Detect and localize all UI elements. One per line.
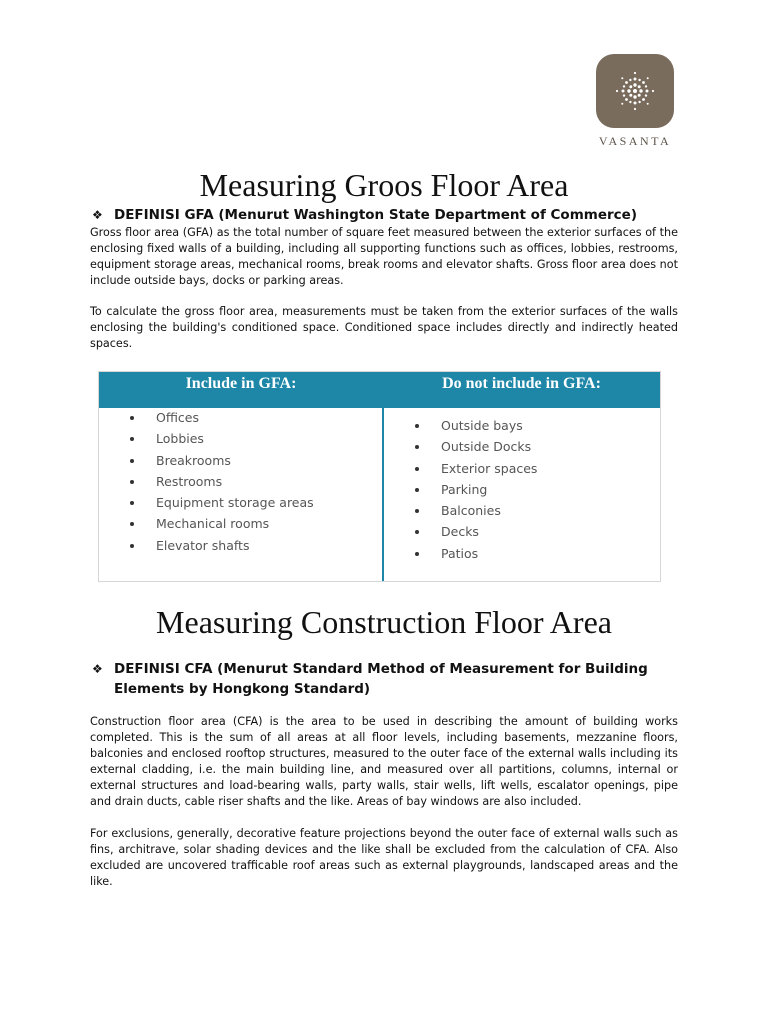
exclude-list-item-label: Patios — [441, 545, 479, 561]
exclude-list-item — [415, 436, 537, 457]
include-list — [130, 407, 314, 556]
bullet-dot-icon — [130, 416, 134, 420]
exclude-list-item — [415, 415, 537, 436]
diamond-bullet-icon: ❖ — [92, 208, 103, 222]
exclude-list-item-label: Outside bays — [441, 418, 523, 433]
bullet-dot-icon — [415, 530, 419, 534]
exclude-list-item-label: Outside Docks — [441, 439, 532, 455]
exclude-list-item — [415, 458, 537, 479]
include-list-item-label: Equipment storage areas — [156, 495, 314, 511]
bullet-dot-icon — [415, 424, 419, 428]
cfa-title: Measuring Construction Floor Area — [156, 604, 612, 640]
gfa-table-header — [99, 372, 660, 408]
exclude-list-item — [415, 500, 537, 521]
exclude-list-item-label: Decks — [441, 524, 479, 540]
brand-logo — [594, 54, 676, 149]
exclude-list-item — [415, 479, 537, 500]
bullet-dot-icon — [415, 445, 419, 449]
include-list-item-label: Breakrooms — [156, 452, 231, 468]
bullet-dot-icon — [130, 480, 134, 484]
gfa-title: Measuring Groos Floor Area — [199, 167, 569, 203]
bullet-dot-icon — [415, 552, 419, 556]
gfa-table — [98, 371, 661, 582]
include-list-item-label: Offices — [156, 410, 199, 425]
exclude-list-item-label: Exterior spaces — [441, 460, 538, 476]
gfa-paragraph-1: Gross floor area (GFA) as the total number of square feet measured between the exterior surfaces of the enclosing fixed walls of a building, including all supporting functions such as offices, lobbies, restrooms, equipment storage areas, mechanical rooms, break rooms and elevator shafts. Gross floor area does not include outside bays, docks or parking areas. — [90, 226, 678, 287]
bullet-dot-icon — [415, 509, 419, 513]
cfa-paragraph-1: Construction floor area (CFA) is the area to be used in describing the amount of building works completed. This is the sum of all areas at all floor levels, including basements, mezzanine floors, balconies and enclosed rooftop structures, measured to the outer face of the external walls including its external cladding, i.e. the main building line, and measured over all partitions, columns, internal or external structures and load-bearing walls, party walls, stair wells, lift wells, escalator openings, pipe and drain ducts, cable riser shafts and the like. Areas of bay windows are also included. — [90, 715, 678, 808]
exclude-list-item-label: Parking — [441, 481, 488, 497]
exclude-list — [415, 415, 537, 564]
exclude-list-item — [415, 521, 537, 542]
exclude-list-item-label: Balconies — [441, 503, 501, 519]
bullet-dot-icon — [130, 459, 134, 463]
include-list-item — [130, 492, 314, 513]
cfa-definition-text: DEFINISI CFA (Menurut Standard Method of Measurement for Building Elements by Hongkong Standard) — [114, 661, 648, 697]
table-divider — [382, 372, 384, 581]
vasanta-flower-icon — [596, 54, 674, 128]
include-list-item — [130, 428, 314, 449]
bullet-dot-icon — [415, 467, 419, 471]
bullet-dot-icon — [130, 437, 134, 441]
gfa-definition-text: DEFINISI GFA (Menurut Washington State Department of Commerce) — [114, 207, 637, 223]
include-list-item-label: Elevator shafts — [156, 537, 250, 553]
brand-name: VASANTA — [598, 134, 672, 148]
diamond-bullet-icon: ❖ — [92, 662, 103, 676]
include-list-item — [130, 407, 314, 428]
include-list-item-label: Restrooms — [156, 473, 223, 489]
cfa-paragraph-2: For exclusions, generally, decorative feature projections beyond the outer face of external walls such as fins, architrave, solar shading devices and the like shall be excluded from the calculation of CFA. Also excluded are uncovered trafficable roof areas such as external playgrounds, landscaped areas and the like. — [90, 827, 678, 888]
include-list-item-label: Mechanical rooms — [156, 516, 270, 532]
include-header: Include in GFA: — [185, 375, 297, 392]
include-list-item — [130, 450, 314, 471]
exclude-header: Do not include in GFA: — [442, 375, 601, 392]
bullet-dot-icon — [130, 501, 134, 505]
bullet-dot-icon — [415, 488, 419, 492]
include-list-item — [130, 535, 314, 556]
include-list-item — [130, 471, 314, 492]
exclude-list-item — [415, 543, 537, 564]
cfa-definition-heading — [92, 659, 682, 699]
bullet-dot-icon — [130, 522, 134, 526]
bullet-dot-icon — [130, 544, 134, 548]
gfa-paragraph-2: To calculate the gross floor area, measurements must be taken from the exterior surfaces of the walls enclosing the building's conditioned space. Conditioned space includes directly and indirectly heated spaces. — [90, 305, 678, 350]
gfa-definition-heading — [92, 205, 682, 225]
include-list-item-label: Lobbies — [156, 431, 204, 447]
include-list-item — [130, 513, 314, 534]
